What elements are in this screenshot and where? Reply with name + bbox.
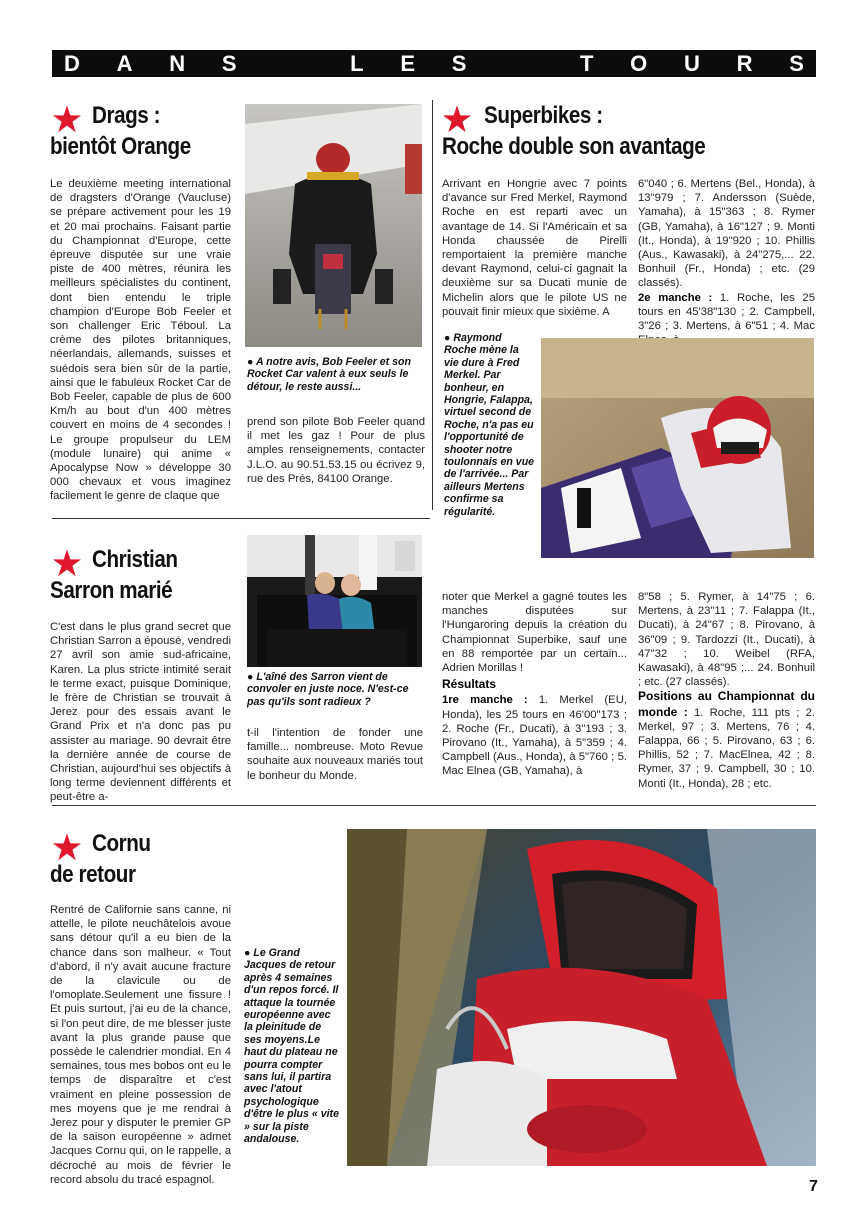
banner-letter: L bbox=[350, 50, 364, 76]
banner-letter: S bbox=[451, 50, 467, 76]
article-title-cornu-line2: de retour bbox=[50, 861, 136, 888]
roche-photo bbox=[541, 338, 814, 558]
photo-caption-superbikes: ● Raymond Roche mène la vie dure à Fred Merkel. Par bonheur, en Hongrie, Falappa, virtuel second de Roche, n'a pas eu l'opportunité de shooter notre toulonnais en vue de l'arrivée... Par ailleurs Mertens confirme sa régularité. bbox=[444, 332, 535, 518]
banner-letter: T bbox=[579, 50, 594, 76]
article-title-superbikes-line2: Roche double son avantage bbox=[442, 133, 706, 160]
banner-letter: N bbox=[169, 50, 186, 76]
banner-letter: A bbox=[116, 50, 133, 76]
article-title-sarron-line2: Sarron marié bbox=[50, 577, 173, 604]
article-results-superbikes: 6"040 ; 6. Mertens (Bel., Honda), à 13"979 ; 7. Andersson (Suède, Yamaha), à 15"363 ; 8. Rymer (GB, Yamaha), à 16"127 ; 9. Monti (It., Honda), à 19"920 ; 10. Phillis (Aus., Kawasaki), à 24"275,... 22. Bonhuil (Fr., Honda) ; etc. (29 classés). 2e manche : 1. Roche, les 25 tours en 45'38"130 ; 2. Campbell, 3"26 ; 3. Mertens, à 6"51 ; 4. Mac bbox=[638, 178, 815, 333]
article-body-cornu: Rentré de Californie sans canne, ni attelle, le pilote neuchâtelois avoue sans détour qu'il a eu bien de la chance dans son malheur. « Tout d'abord, il n'y avait aucune fracture de la clavicule ou de l'omoplate.Seulement une fissure ! Et puis surtout, j'ai eu de la chance, si l'on peut dire, de me blesser juste avant la plus grande pause que possède le calendrier mondial. En 4 semaines, tous mes bobos ont eu le temps de disparaître et c'est vraiment en pleine possession de mes moyens que je me rendrai à Jerez pour y disputer le premier GP de la saison européenne » admet Jacques Cornu qui, on le rappelle, a décroché au mois de février le record absolu du tracé espagnol. bbox=[50, 904, 231, 1186]
star-icon bbox=[52, 832, 82, 862]
dragster-photo bbox=[245, 104, 422, 347]
section-banner bbox=[52, 50, 816, 77]
banner-letter: U bbox=[684, 50, 700, 76]
photo-caption-drags: ● A notre avis, Bob Feeler et son Rocket Car valent à eux seuls le détour, le reste aussi... bbox=[247, 356, 411, 393]
article-body-superbikes-col4: 8"58 ; 5. Rymer, à 14"75 ; 6. Mertens, à 23"11 ; 7. Falappa (It., Ducati), à 24"67 ; 8. Pirovano, à 36"09 ; 9. Tardozzi (It., Ducati), à 47"32 ; 10. Weibel (RFA, Kawasaki), à 48"95 ;... 24. Bonhuil ; etc. (27 classés). Positions au Championnat du monde : 1. Roche, 111 pts ; 2. Merkel, 97 ; 3. Mertens, 76 ; 4. Falappa, 66 ; 5. Pirovano, 63 ; 6. Phillis, 52 ; 7. MacElnea, 42 ; 8. Rymer, 37 ; 9. Campbell, 30 ; 10. Monti (It., Honda), 28 ; etc. bbox=[638, 591, 815, 790]
article-body-drags: Le deuxième meeting international de dragsters d'Orange (Vaucluse) se prépare activement pour les 19 et 20 mai prochains. Faisant partie du Championnat d'Europe, cette épreuve disputée sur une vraie piste de 400 mètres, réunira les meilleurs spécialistes du continent, dont bien entendu le triple champion d'Europe Bob Feeler et son challenger Eric Téboul. La crème des pilotes britanniques, néerlandais, allemands, suisses et suédois sera bien sûr de la partie, ainsi que le fabuleux Rocket Car de Bob Feeler, capable de plus de 600 Km/h au bout d'un 400 mètres couvert en moins de 4 secondes ! Le groupe propulseur du LEM (module lunaire) qui anime « Apocalypse Now » développe 30 000 chevaux et vous imaginez facilement le genre de claque que bbox=[50, 178, 231, 503]
photo-caption-sarron: ● L'aîné des Sarron vient de convoler en juste noce. N'est-ce pas qu'ils sont radieux ? bbox=[247, 671, 409, 708]
banner-letter: E bbox=[400, 50, 415, 76]
page-number: 7 bbox=[809, 1178, 818, 1195]
article-title-sarron: Christian bbox=[92, 546, 178, 573]
banner-letter: D bbox=[64, 50, 80, 76]
star-icon bbox=[52, 104, 82, 134]
star-icon bbox=[52, 548, 82, 578]
star-icon bbox=[442, 104, 472, 134]
article-title-cornu: Cornu bbox=[92, 830, 151, 857]
banner-letter: O bbox=[630, 50, 648, 76]
banner-letter: R bbox=[736, 50, 753, 76]
column-divider bbox=[432, 100, 433, 510]
article-title-drags: Drags : bbox=[92, 102, 161, 129]
photo-caption-cornu: ● Le Grand Jacques de retour après 4 semaines d'un repos forcé. Il attaque la tournée européenne avec la pleinitude de ses moyens.Le haut du plateau ne pourra compter sans lui, il partira avec l'atout psychologique d'être le plus « vite » sur la piste andalouse. bbox=[244, 947, 339, 1146]
article-title-superbikes: Superbikes : bbox=[484, 102, 603, 129]
article-body-sarron-col2: t-il l'intention de fonder une famille... nombreuse. Moto Revue souhaite aux nouveaux mariés tout le bonheur du Monde. bbox=[247, 727, 423, 782]
article-body-superbikes-col3: noter que Merkel a gagné toutes les manches disputées sur l'Hungaroring depuis la création du Championnat Superbike, sauf une en 88 remportée par un certain... Adrien Morillas ! Résultats 1re manche : 1. Merkel (EU, Honda), les 25 tours en 46'00"173 ; 2. Roche (Fr., Ducati), à 3"193 ; 3. Pirovano (It., Yamaha), à 5"359 ; 4. Campbell (Aus., Honda), à 5"760 ; 5. Mac Elnea (GB, Yamaha), à bbox=[442, 591, 627, 778]
cornu-photo bbox=[347, 829, 816, 1166]
article-body-superbikes: Arrivant en Hongrie avec 7 points d'avance sur Fred Merkel, Raymond Roche en est reparti avec un avantage de 14. Si l'Américain et sa Honda chaussée de Pirelli remportaient la première manche devant Raymond, celui-ci gagnait la deuxième sur sa Ducati munie de Michelin alors que le pilote US ne pouvait finir mieux que sixième. A bbox=[442, 178, 627, 318]
article-body-drags-col2: prend son pilote Bob Feeler quand il met les gaz ! Pour de plus amples renseignements, contacter J.L.O. au 90.51.53.15 ou écrivez 9, rue des Prés, 84100 Orange. bbox=[247, 416, 425, 485]
section-divider bbox=[52, 518, 430, 519]
article-body-sarron: C'est dans le plus grand secret que Christian Sarron a épousé, vendredi 27 avril son amie sud-africaine, Karen. La plus stricte intimité serait le terme exact, puisque Dominique, le frère de Christian se trouvait à Jerez pour des essais avant le Grand Prix et n'a donc pas pu assister au mariage. 90 devrait être la dernière année de course de Christian, aujourd'hui ses objectifs à long terme deviennent différents et peut-être a- bbox=[50, 621, 231, 804]
section-divider bbox=[52, 805, 816, 806]
article-title-drags-line2: bientôt Orange bbox=[50, 133, 191, 160]
banner-letter: S bbox=[789, 50, 804, 76]
banner-letter: S bbox=[221, 50, 237, 76]
sarron-wedding-photo bbox=[247, 535, 422, 667]
